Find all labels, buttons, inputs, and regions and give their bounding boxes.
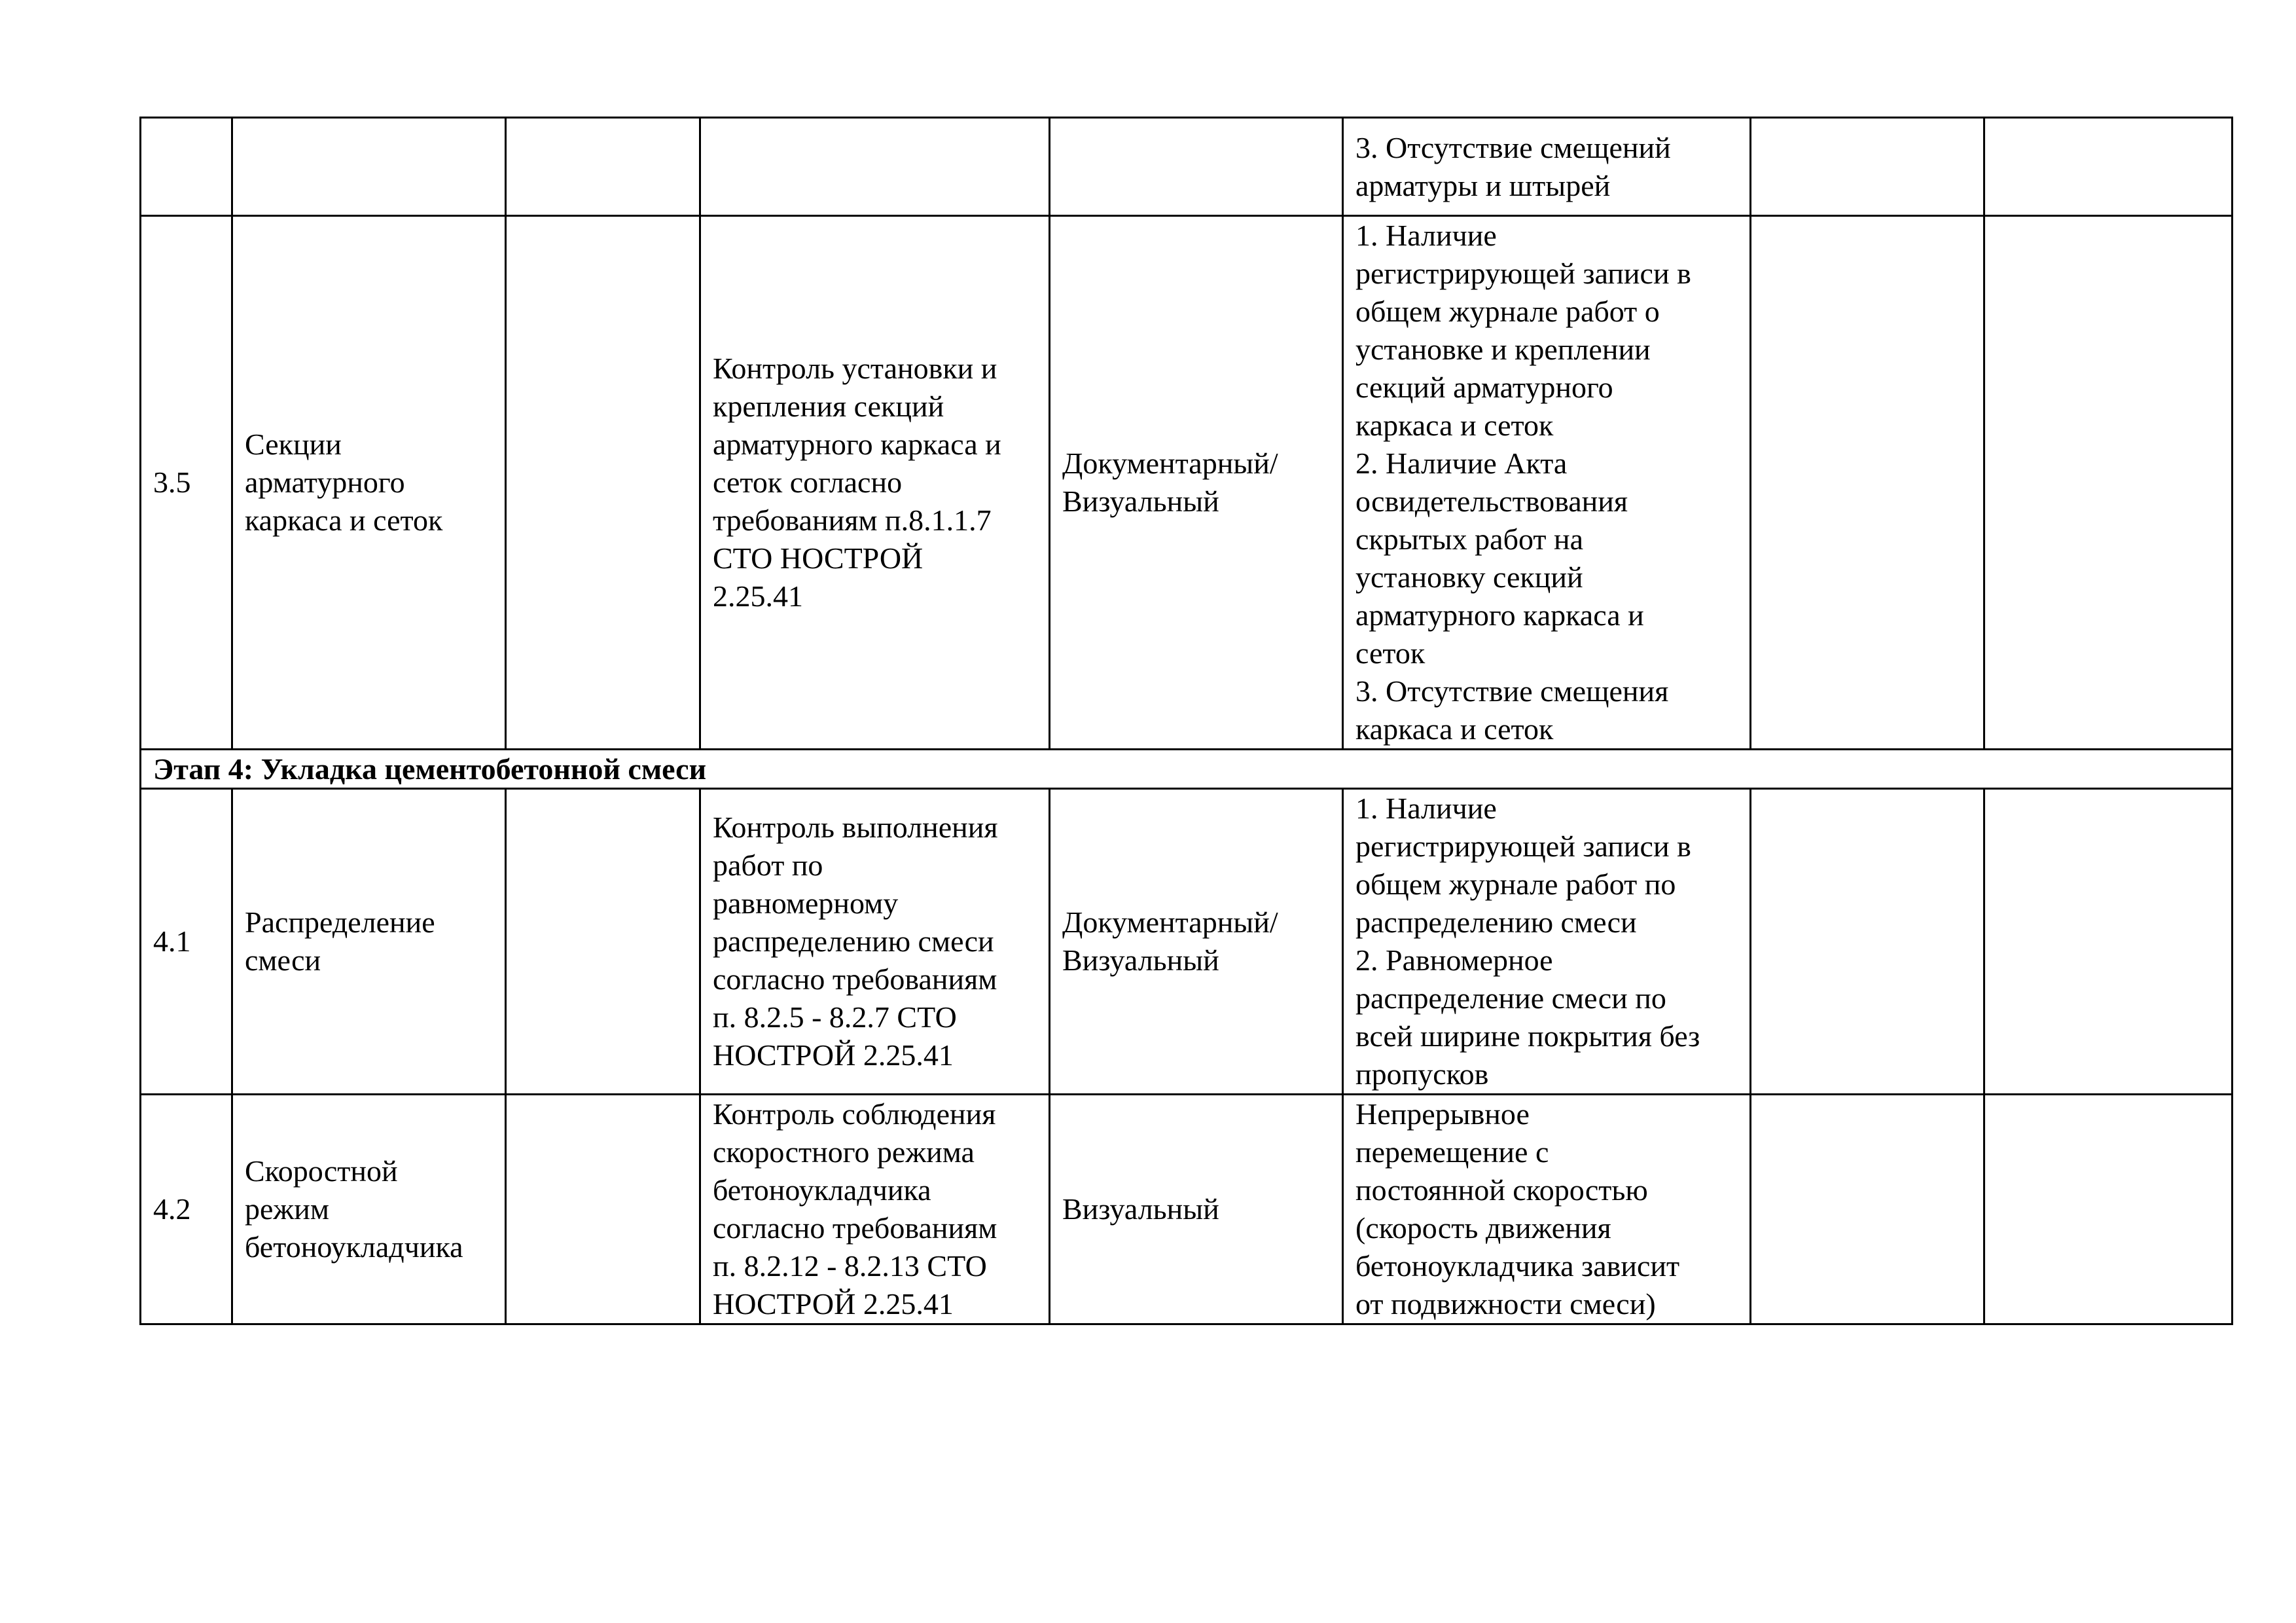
quality-control-table xyxy=(139,117,2233,1325)
work-object-cell: Распределение смеси xyxy=(232,789,506,1095)
row-number-cell xyxy=(141,118,232,216)
empty-column-7-cell xyxy=(1751,118,1984,216)
control-method-cell: Визуальный xyxy=(1050,1095,1343,1324)
empty-column-3-cell xyxy=(506,1095,700,1324)
work-object-cell xyxy=(232,118,506,216)
row-number-cell: 4.1 xyxy=(141,789,232,1095)
empty-column-8-cell xyxy=(1984,789,2233,1095)
stage-header-row xyxy=(141,750,2233,789)
empty-column-8-cell xyxy=(1984,216,2233,750)
criteria-cell: 1. Наличие регистрирующей записи в общем журнале работ о установке и креплении секций арматурного каркаса и сеток 2. Наличие Акта освидетельствования скрытых работ на установку секций арматурного каркаса и сеток 3. Отсутствие смещения каркаса и сеток xyxy=(1343,216,1751,750)
table-row xyxy=(141,789,2233,1095)
work-object-cell: Скоростной режим бетоноукладчика xyxy=(232,1095,506,1324)
empty-column-3-cell xyxy=(506,789,700,1095)
control-method-cell xyxy=(1050,118,1343,216)
stage-title: Этап 4: Укладка цементобетонной смеси xyxy=(141,750,2233,789)
row-number-cell: 4.2 xyxy=(141,1095,232,1324)
empty-column-8-cell xyxy=(1984,1095,2233,1324)
table-row xyxy=(141,1095,2233,1324)
empty-column-7-cell xyxy=(1751,216,1984,750)
table-row xyxy=(141,118,2233,216)
control-method-cell: Документарный/ Визуальный xyxy=(1050,216,1343,750)
control-description-cell xyxy=(700,118,1050,216)
empty-column-3-cell xyxy=(506,216,700,750)
work-object-cell: Секции арматурного каркаса и сеток xyxy=(232,216,506,750)
criteria-cell: Непрерывное перемещение с постоянной скоростью (скорость движения бетоноукладчика зависит от подвижности смеси) xyxy=(1343,1095,1751,1324)
empty-column-7-cell xyxy=(1751,789,1984,1095)
control-description-cell: Контроль установки и крепления секций арматурного каркаса и сеток согласно требованиям п.8.1.1.7 СТО НОСТРОЙ 2.25.41 xyxy=(700,216,1050,750)
criteria-cell: 3. Отсутствие смещений арматуры и штырей xyxy=(1343,118,1751,216)
table-row xyxy=(141,216,2233,750)
control-description-cell: Контроль соблюдения скоростного режима бетоноукладчика согласно требованиям п. 8.2.12 - 8.2.13 СТО НОСТРОЙ 2.25.41 xyxy=(700,1095,1050,1324)
empty-column-3-cell xyxy=(506,118,700,216)
empty-column-8-cell xyxy=(1984,118,2233,216)
row-number-cell: 3.5 xyxy=(141,216,232,750)
control-description-cell: Контроль выполнения работ по равномерному распределению смеси согласно требованиям п. 8.2.5 - 8.2.7 СТО НОСТРОЙ 2.25.41 xyxy=(700,789,1050,1095)
empty-column-7-cell xyxy=(1751,1095,1984,1324)
criteria-cell: 1. Наличие регистрирующей записи в общем журнале работ по распределению смеси 2. Равномерное распределение смеси по всей ширине покрытия без пропусков xyxy=(1343,789,1751,1095)
control-method-cell: Документарный/ Визуальный xyxy=(1050,789,1343,1095)
